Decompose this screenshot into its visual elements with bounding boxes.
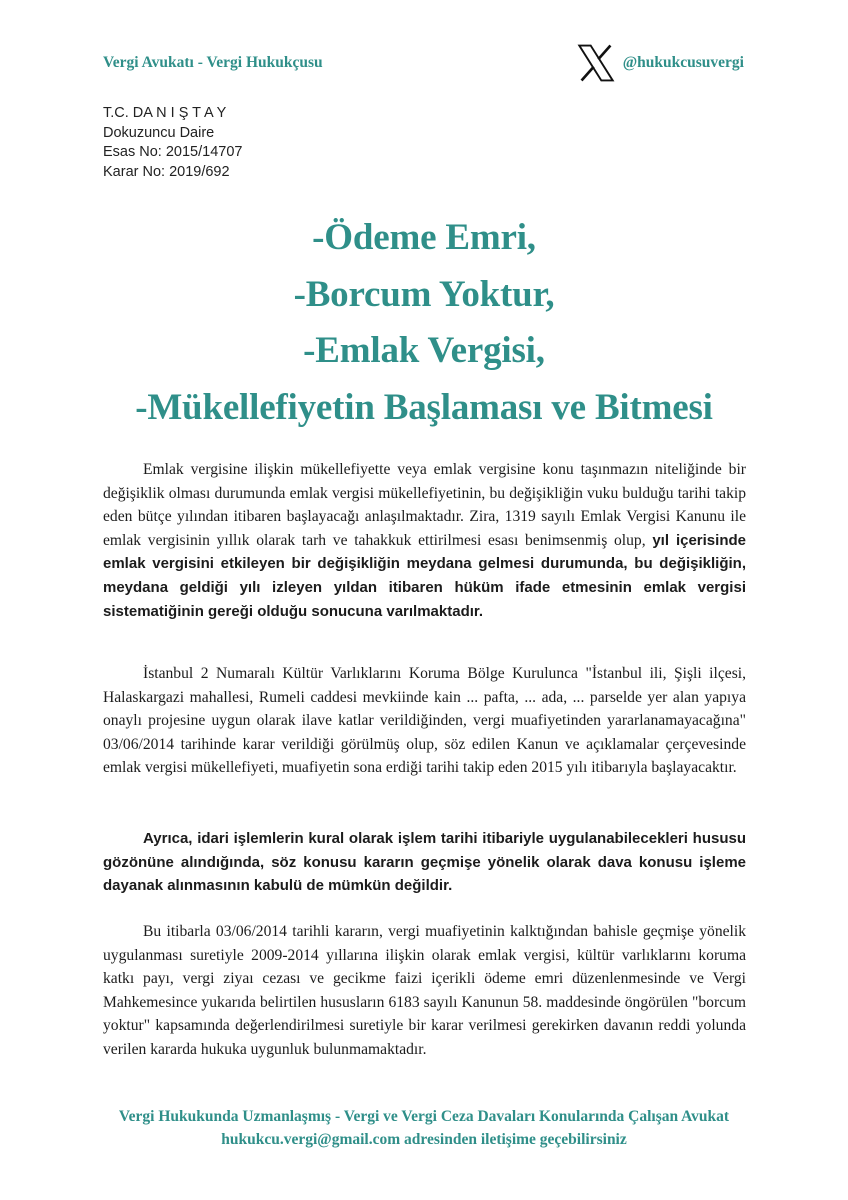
x-logo-icon <box>577 44 615 82</box>
paragraph-2: İstanbul 2 Numaralı Kültür Varlıklarını Koruma Bölge Kurulunca "İstanbul ili, Şişli ilçesi, Halaskargazi mahallesi, Rumeli caddesi mevkiinde kain ... pafta, ... ada, ... parselde yer alan yapıya onaylı projesine uygun olarak ilave katlar verildiğinden, vergi muafiyetinden yararlanamayacağına" 03/06/2014 tarihinde karar verildiği görülmüş olup, söz edilen Kanun ve açıklamalar çerçevesinde emlak vergisi mükellefiyeti, muafiyetin sona erdiği tarihi takip eden 2015 yılı itibarıyla başlayacaktır. <box>103 665 746 777</box>
paragraph-1-bold: yıl içerisinde emlak vergisini etkileyen bir değişikliğin meydana gelmesi durumunda, bu değişikliğin, meydana geldiği yılı izleyen yıldan itibaren hüküm ifade etmesinin emlak vergisi sistematiğinin gereği olduğu sonucuna varılmaktadır. <box>103 531 746 620</box>
title-line-3: -Emlak Vergisi, <box>303 330 545 371</box>
social-handle: @hukukcusuvergi <box>622 54 744 71</box>
footer <box>0 1106 848 1151</box>
decision-number: Karar No: 2019/692 <box>103 163 230 180</box>
court-name: T.C. DA N I Ş T A Y <box>103 105 227 121</box>
social-handle-group <box>577 44 744 82</box>
paragraph-4: Bu itibarla 03/06/2014 tarihli kararın, vergi muafiyetinin kalktığından bahisle geçmişe yönelik uygulanması suretiyle 2009-2014 yıllarına ilişkin olarak emlak vergisi, kültür varlıklarını koruma katkı payı, vergi ziyaı cezası ve gecikme faizi içerikli ödeme emri düzenlenmesinde ve Vergi Mahkemesince yukarıda belirtilen hususların 6183 sayılı Kanunun 58. maddesinde öngörülen "borcum yoktur" kapsamında değerlendirilmesi suretiyle bir karar verilmesi gerekirken davanın reddi yolunda verilen kararda hukuka uygunluk bulunmamaktadır. <box>103 923 746 1058</box>
title-line-1: -Ödeme Emri, <box>312 217 536 258</box>
document-title <box>0 210 848 436</box>
footer-email-line: hukukcu.vergi@gmail.com adresinden iletişime geçebilirsiniz <box>221 1130 627 1148</box>
footer-line-1: Vergi Hukukunda Uzmanlaşmış - Vergi ve Vergi Ceza Davaları Konularında Çalışan Avukat <box>118 1108 730 1125</box>
title-line-4: -Mükellefiyetin Başlaması ve Bitmesi <box>135 386 713 428</box>
title-line-2: -Borcum Yoktur, <box>293 273 555 315</box>
court-chamber: Dokuzuncu Daire <box>103 124 215 141</box>
paragraph-3: Ayrıca, idari işlemlerin kural olarak işlem tarihi itibariyle uygulanabilecekleri hususu gözönüne alındığında, söz konusu kararın geçmişe yönelik olarak dava konusu işleme dayanak alınmasının kabulü de mümkün değildir. <box>103 830 746 895</box>
header-tagline: Vergi Avukatı - Vergi Hukukçusu <box>103 54 323 71</box>
paragraph-1 <box>103 458 746 623</box>
court-info <box>103 104 242 182</box>
paragraph-1-normal: Emlak vergisine ilişkin mükellefiyette veya emlak vergisine konu taşınmazın niteliğinde bir değişiklik olması durumunda emlak vergisi mükellefiyetinin, bu değişikliğin vuku bulduğu tarihi takip eden bütçe yılından itibaren başlayacağı anlaşılmaktadır. Zira, 1319 sayılı Emlak Vergisi Kanunu ile emlak vergisinin yıllık olarak tarh ve tahakkuk ettirilmesi esası benimsenmiş olup, <box>103 461 746 549</box>
case-number: Esas No: 2015/14707 <box>103 144 243 160</box>
